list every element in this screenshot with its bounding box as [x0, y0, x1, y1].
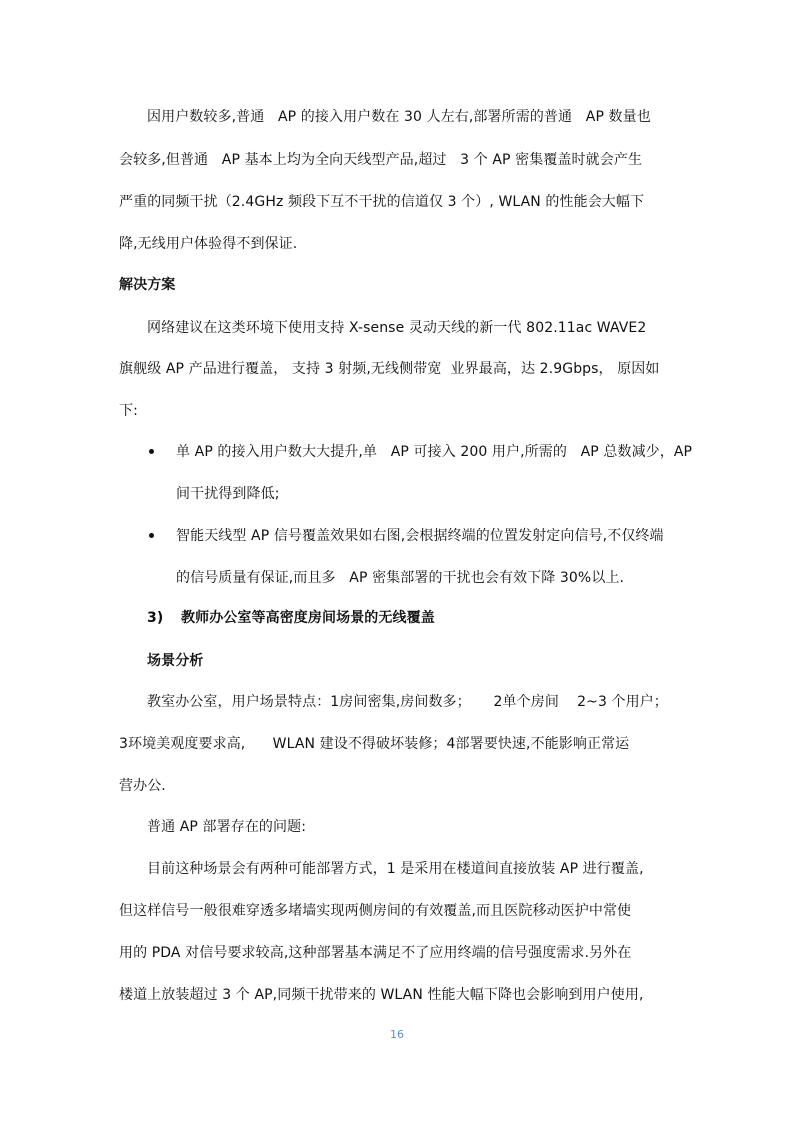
paragraph-scene-line-2: 3环境美观度要求高, WLAN 建设不得破坏装修；4部署要快速,不能影响正常运 [119, 736, 630, 752]
paragraph-problem-line-4: 降,无线用户体验得不到保证. [119, 236, 298, 252]
section-3-title: 教师办公室等高密度房间场景的无线覆盖 [181, 610, 435, 626]
heading-scene: 场景分析 [147, 653, 204, 669]
paragraph-solution-line-3: 下: [119, 403, 138, 419]
paragraph-issue-line-2: 但这样信号一般很难穿透多堵墙实现两侧房间的有效覆盖,而且医院移动医护中常使 [119, 903, 632, 919]
bullet-dot-2 [149, 533, 154, 538]
paragraph-issue-line-3: 用的 PDA 对信号要求较高,这种部署基本满足不了应用终端的信号强度需求.另外在 [119, 945, 632, 961]
heading-solution: 解决方案 [119, 277, 176, 293]
paragraph-scene-line-3: 营办公. [119, 778, 166, 794]
bullet-1-line-2: 间干扰得到降低; [176, 486, 280, 502]
bullet-1-line-1: 单 AP 的接入用户数大大提升,单 AP 可接入 200 用户,所需的 AP 总数减少，AP [176, 444, 693, 460]
paragraph-problem-line-3: 严重的同频干扰（2.4GHz 频段下互不干扰的信道仅 3 个）, WLAN 的性能会大幅下 [119, 194, 645, 210]
page-number: 16 [390, 1028, 404, 1041]
section-3-number: 3) [147, 610, 164, 626]
paragraph-problem-line-2: 会较多,但普通 AP 基本上均为全向天线型产品,超过 3 个 AP 密集覆盖时就会产生 [119, 152, 643, 168]
bullet-dot-1 [149, 449, 154, 454]
paragraph-problem-line-1: 因用户数较多,普通 AP 的接入用户数在 30 人左右,部署所需的普通 AP 数量也 [147, 109, 651, 125]
paragraph-solution-line-1: 网络建议在这类环境下使用支持 X-sense 灵动天线的新一代 802.11ac WAVE2 [147, 320, 647, 336]
paragraph-scene-line-1: 教室办公室，用户场景特点：1房间密集,房间数多； 2单个房间 2~3 个用户； [147, 694, 668, 710]
paragraph-issue-intro: 普通 AP 部署存在的问题: [147, 819, 307, 835]
paragraph-issue-line-1: 目前这种场景会有两种可能部署方式，1 是采用在楼道间直接放装 AP 进行覆盖, [147, 861, 644, 877]
paragraph-issue-line-4: 楼道上放装超过 3 个 AP,同频干扰带来的 WLAN 性能大幅下降也会影响到用户使用, [119, 987, 644, 1003]
bullet-2-line-2: 的信号质量有保证,而且多 AP 密集部署的干扰也会有效下降 30%以上. [176, 570, 625, 586]
paragraph-solution-line-2: 旗舰级 AP 产品进行覆盖， 支持 3 射频,无线侧带宽 业界最高，达 2.9Gbps， 原因如 [119, 361, 660, 377]
bullet-2-line-1: 智能天线型 AP 信号覆盖效果如右图,会根据终端的位置发射定向信号,不仅终端 [176, 528, 664, 544]
